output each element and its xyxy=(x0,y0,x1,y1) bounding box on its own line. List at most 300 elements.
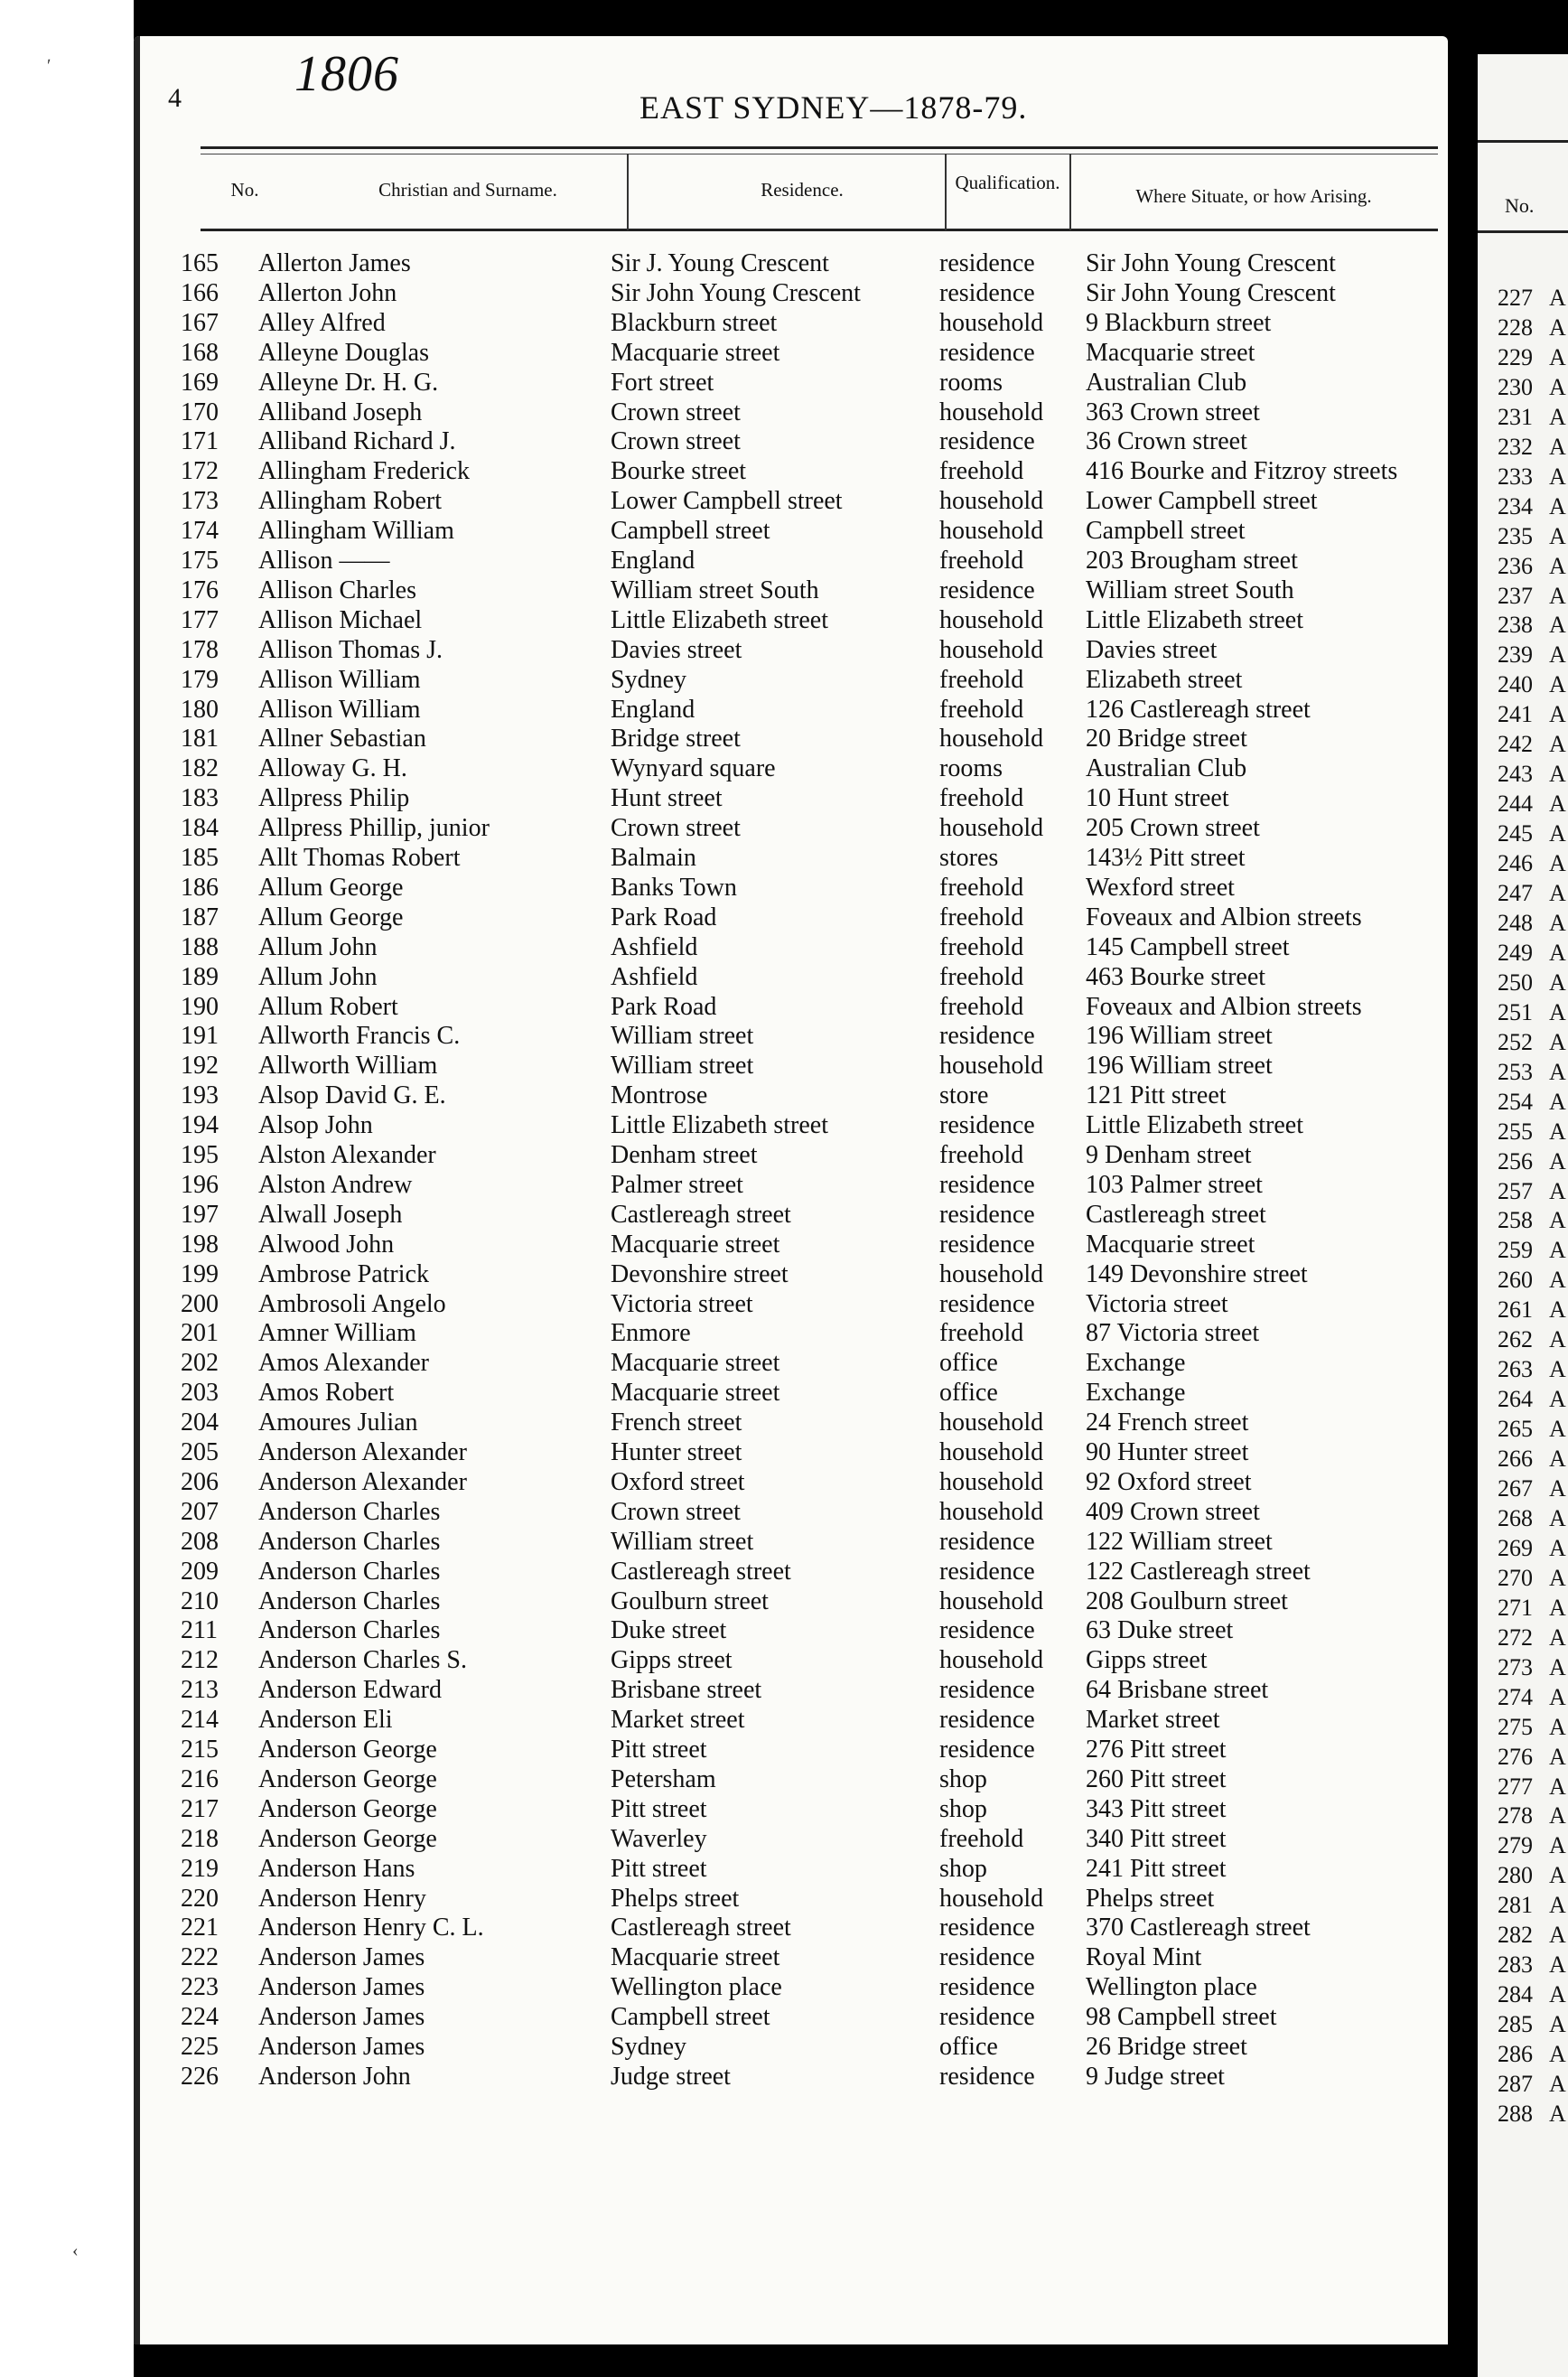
next-page-initial: A xyxy=(1549,1594,1566,1621)
entry-qualification: residence xyxy=(939,576,1035,604)
entry-number: 197 xyxy=(181,1200,219,1229)
table-row xyxy=(134,754,1448,784)
entry-where: Macquarie street xyxy=(1086,338,1255,367)
entry-qualification: residence xyxy=(939,1170,1035,1199)
header-rule xyxy=(201,146,1438,149)
next-page-initial: A xyxy=(1549,2071,1566,2097)
next-page-row xyxy=(1498,2071,1566,2098)
entry-name: Allison William xyxy=(258,665,421,694)
entry-residence: Wynyard square xyxy=(611,754,776,783)
next-page-number: 230 xyxy=(1498,373,1533,400)
next-page-number: 256 xyxy=(1498,1147,1533,1174)
next-page-row xyxy=(1498,1386,1566,1413)
entry-where: Australian Club xyxy=(1086,368,1247,397)
next-page-initial: A xyxy=(1549,761,1566,788)
next-page-row xyxy=(1498,1029,1566,1056)
entry-name: Alwood John xyxy=(258,1230,395,1259)
entry-where: Wexford street xyxy=(1086,873,1235,902)
entry-name: Allison Michael xyxy=(258,605,423,634)
entry-qualification: shop xyxy=(939,1764,987,1793)
entry-qualification: store xyxy=(939,1081,989,1110)
entry-qualification: household xyxy=(939,517,1044,546)
column-divider xyxy=(945,154,947,230)
next-page-number: 282 xyxy=(1498,1922,1533,1949)
entry-name: Allpress Phillip, junior xyxy=(258,814,490,843)
entry-residence: Macquarie street xyxy=(611,1379,780,1408)
entry-residence: Judge street xyxy=(611,2062,731,2091)
entry-name: Anderson James xyxy=(258,2003,425,2032)
table-row xyxy=(134,547,1448,576)
entry-number: 225 xyxy=(181,2033,219,2061)
entry-name: Allworth Francis C. xyxy=(258,1022,461,1051)
entry-qualification: residence xyxy=(939,2062,1035,2091)
next-page-number: 247 xyxy=(1498,880,1533,906)
entry-qualification: freehold xyxy=(939,1319,1024,1348)
entry-residence: Wellington place xyxy=(611,1973,782,2002)
next-page-number: 246 xyxy=(1498,850,1533,877)
entry-residence: Sydney xyxy=(611,665,686,694)
entry-number: 171 xyxy=(181,427,219,456)
entry-number: 224 xyxy=(181,2003,219,2032)
entry-residence: Ashfield xyxy=(611,962,698,991)
next-page-row xyxy=(1498,344,1566,371)
next-page-initial: A xyxy=(1549,1832,1566,1859)
table-row xyxy=(134,1171,1448,1201)
entry-residence: England xyxy=(611,547,695,575)
next-page-row xyxy=(1498,761,1566,788)
entry-number: 216 xyxy=(181,1764,219,1793)
next-page-number: 253 xyxy=(1498,1058,1533,1085)
entry-residence: Victoria street xyxy=(611,1289,753,1318)
header-rule xyxy=(201,229,1438,231)
next-page-initial: A xyxy=(1549,1058,1566,1085)
table-row xyxy=(134,993,1448,1023)
entry-where: Sir John Young Crescent xyxy=(1086,249,1336,277)
next-page-number: 274 xyxy=(1498,1683,1533,1710)
entry-name: Allison —— xyxy=(258,547,390,575)
next-page-initial: A xyxy=(1549,1237,1566,1264)
next-page-number: 285 xyxy=(1498,2011,1533,2038)
entry-number: 204 xyxy=(181,1408,219,1437)
next-page-initial: A xyxy=(1549,1356,1566,1383)
entry-number: 186 xyxy=(181,873,219,902)
entry-where: 196 William street xyxy=(1086,1052,1273,1081)
entry-where: 64 Brisbane street xyxy=(1086,1676,1269,1705)
entry-where: 463 Bourke street xyxy=(1086,962,1266,991)
entry-number: 214 xyxy=(181,1706,219,1735)
next-page-row xyxy=(1498,940,1566,967)
next-page-row xyxy=(1498,612,1566,639)
next-page-row xyxy=(1498,1862,1566,1889)
next-page-row xyxy=(1498,1326,1566,1353)
next-page-number: 277 xyxy=(1498,1773,1533,1800)
entry-number: 190 xyxy=(181,992,219,1021)
entry-qualification: household xyxy=(939,1884,1044,1913)
entry-where: 24 French street xyxy=(1086,1408,1249,1437)
entry-where: 10 Hunt street xyxy=(1086,784,1229,813)
next-page-number: 233 xyxy=(1498,463,1533,490)
entry-number: 219 xyxy=(181,1854,219,1883)
entry-qualification: residence xyxy=(939,1706,1035,1735)
entry-where: Australian Club xyxy=(1086,754,1247,783)
next-page-number: 239 xyxy=(1498,641,1533,669)
entry-residence: Brisbane street xyxy=(611,1676,762,1705)
table-row xyxy=(134,1825,1448,1855)
next-page-initial: A xyxy=(1549,1504,1566,1531)
entry-name: Anderson Charles xyxy=(258,1586,441,1615)
table-row xyxy=(134,814,1448,844)
next-page-row xyxy=(1498,1565,1566,1592)
entry-name: Allum John xyxy=(258,932,378,961)
next-page-row xyxy=(1498,701,1566,728)
table-row xyxy=(134,1795,1448,1825)
next-page-number: 261 xyxy=(1498,1296,1533,1324)
next-page-initial: A xyxy=(1549,641,1566,669)
entry-name: Anderson James xyxy=(258,1943,425,1972)
entry-qualification: stores xyxy=(939,844,999,872)
entry-number: 220 xyxy=(181,1884,219,1913)
next-page-initial: A xyxy=(1549,1118,1566,1145)
next-page-initial: A xyxy=(1549,1147,1566,1174)
entry-residence: Devonshire street xyxy=(611,1259,789,1288)
next-page-initial: A xyxy=(1549,552,1566,579)
entry-number: 198 xyxy=(181,1230,219,1259)
entry-number: 169 xyxy=(181,368,219,397)
next-page-initial: A xyxy=(1549,1653,1566,1680)
next-page-initial: A xyxy=(1549,433,1566,460)
entry-qualification: residence xyxy=(939,1200,1035,1229)
entry-where: Wellington place xyxy=(1086,1973,1257,2002)
entry-where: 149 Devonshire street xyxy=(1086,1259,1308,1288)
next-page-initial: A xyxy=(1549,1088,1566,1115)
entry-qualification: residence xyxy=(939,1616,1035,1645)
next-page-row xyxy=(1498,374,1566,401)
next-page-number: 229 xyxy=(1498,343,1533,370)
next-page-row xyxy=(1498,1714,1566,1741)
entry-residence: Little Elizabeth street xyxy=(611,1111,829,1140)
next-page-number: 271 xyxy=(1498,1594,1533,1621)
table-row xyxy=(134,606,1448,636)
entry-qualification: household xyxy=(939,487,1044,516)
entry-residence: Denham street xyxy=(611,1141,758,1169)
next-page-row xyxy=(1498,583,1566,610)
entry-name: Allum Robert xyxy=(258,992,398,1021)
entry-where: 143½ Pitt street xyxy=(1086,844,1246,872)
entry-name: Allingham William xyxy=(258,517,454,546)
next-page-row xyxy=(1498,791,1566,818)
entry-name: Allison Thomas J. xyxy=(258,635,443,664)
table-row xyxy=(134,636,1448,666)
table-row xyxy=(134,249,1448,279)
next-page-number: 257 xyxy=(1498,1177,1533,1204)
entry-number: 167 xyxy=(181,308,219,337)
next-page-number: 227 xyxy=(1498,285,1533,311)
entry-name: Amos Robert xyxy=(258,1379,395,1408)
next-page-number: 260 xyxy=(1498,1267,1533,1294)
entry-name: Anderson Eli xyxy=(258,1706,393,1735)
entry-where: Royal Mint xyxy=(1086,1943,1202,1972)
entry-qualification: household xyxy=(939,725,1044,753)
margin-mark: ‹ xyxy=(72,2241,79,2260)
next-page-number: 241 xyxy=(1498,701,1533,728)
next-page-initial: A xyxy=(1549,403,1566,430)
table-row xyxy=(134,1141,1448,1171)
entry-name: Anderson George xyxy=(258,1764,437,1793)
entry-residence: Waverley xyxy=(611,1824,707,1853)
entry-residence: Bourke street xyxy=(611,457,747,486)
entry-qualification: residence xyxy=(939,278,1035,307)
entry-where: 26 Bridge street xyxy=(1086,2033,1247,2061)
next-page-row xyxy=(1498,1744,1566,1771)
entry-where: 409 Crown street xyxy=(1086,1497,1260,1526)
entry-name: Alston Andrew xyxy=(258,1170,413,1199)
next-page-initial: A xyxy=(1549,2011,1566,2038)
table-row xyxy=(134,1855,1448,1885)
table-row xyxy=(134,309,1448,339)
entry-qualification: household xyxy=(939,1259,1044,1288)
table-row xyxy=(134,963,1448,993)
entry-number: 184 xyxy=(181,814,219,843)
next-page-number: 236 xyxy=(1498,552,1533,579)
next-page-number: 238 xyxy=(1498,612,1533,639)
entry-residence: Crown street xyxy=(611,1497,741,1526)
entry-where: Campbell street xyxy=(1086,517,1246,546)
table-row xyxy=(134,1349,1448,1379)
entry-residence: Sydney xyxy=(611,2033,686,2061)
entry-qualification: freehold xyxy=(939,665,1024,694)
next-page-initial: A xyxy=(1549,1951,1566,1979)
next-page-number: 240 xyxy=(1498,671,1533,698)
entry-qualification: office xyxy=(939,2033,998,2061)
entry-name: Anderson Alexander xyxy=(258,1438,467,1466)
next-page-initial: A xyxy=(1549,791,1566,818)
entry-number: 189 xyxy=(181,962,219,991)
entry-residence: Pitt street xyxy=(611,1736,707,1764)
next-page-no-label: No. xyxy=(1505,194,1535,217)
entry-where: 122 Castlereagh street xyxy=(1086,1557,1311,1586)
entry-residence: Banks Town xyxy=(611,873,737,902)
table-row xyxy=(134,487,1448,517)
table-row xyxy=(134,1052,1448,1081)
entry-residence: Macquarie street xyxy=(611,1943,780,1972)
table-row xyxy=(134,933,1448,963)
next-page-row xyxy=(1498,1595,1566,1622)
entry-name: Allum George xyxy=(258,903,404,931)
next-page-initial: A xyxy=(1549,1475,1566,1502)
next-page-initial: A xyxy=(1549,939,1566,966)
next-page-initial: A xyxy=(1549,373,1566,400)
entry-name: Anderson Charles xyxy=(258,1497,441,1526)
entry-number: 168 xyxy=(181,338,219,367)
table-row xyxy=(134,1022,1448,1052)
entry-where: 260 Pitt street xyxy=(1086,1764,1227,1793)
next-page-row xyxy=(1498,820,1566,847)
entry-residence: Hunter street xyxy=(611,1438,742,1466)
entry-number: 222 xyxy=(181,1943,219,1972)
next-page-row xyxy=(1498,731,1566,758)
entry-number: 211 xyxy=(181,1616,218,1645)
next-page-initial: A xyxy=(1549,1981,1566,2008)
entry-number: 218 xyxy=(181,1824,219,1853)
next-page-number: 243 xyxy=(1498,761,1533,788)
entry-qualification: residence xyxy=(939,1943,1035,1972)
entry-where: Foveaux and Albion streets xyxy=(1086,903,1362,931)
entry-number: 212 xyxy=(181,1646,219,1675)
entry-qualification: office xyxy=(939,1349,998,1378)
entry-where: Exchange xyxy=(1086,1349,1186,1378)
entry-number: 188 xyxy=(181,932,219,961)
entry-qualification: household xyxy=(939,1497,1044,1526)
table-row xyxy=(134,1706,1448,1736)
entry-number: 166 xyxy=(181,278,219,307)
entry-qualification: residence xyxy=(939,1973,1035,2002)
table-row xyxy=(134,1408,1448,1438)
next-page-row xyxy=(1498,1505,1566,1532)
entry-name: Anderson Henry C. L. xyxy=(258,1914,484,1942)
entry-residence: Phelps street xyxy=(611,1884,740,1913)
entry-number: 203 xyxy=(181,1379,219,1408)
next-page-row xyxy=(1498,641,1566,669)
entry-qualification: residence xyxy=(939,1230,1035,1259)
entry-residence: Macquarie street xyxy=(611,338,780,367)
entry-number: 187 xyxy=(181,903,219,931)
next-page-number: 235 xyxy=(1498,522,1533,549)
entry-residence: William street xyxy=(611,1527,754,1556)
next-page-initial: A xyxy=(1549,969,1566,996)
next-page-row xyxy=(1498,523,1566,550)
entry-where: Elizabeth street xyxy=(1086,665,1243,694)
entry-qualification: freehold xyxy=(939,903,1024,931)
header-rule xyxy=(1478,230,1568,233)
entry-name: Anderson Hans xyxy=(258,1854,415,1883)
entry-where: Castlereagh street xyxy=(1086,1200,1266,1229)
next-page-number: 228 xyxy=(1498,314,1533,341)
entry-name: Allerton John xyxy=(258,278,397,307)
next-page-number: 270 xyxy=(1498,1564,1533,1591)
entry-where: 145 Campbell street xyxy=(1086,932,1290,961)
table-row xyxy=(134,339,1448,369)
entry-number: 176 xyxy=(181,576,219,604)
table-row xyxy=(134,2003,1448,2033)
entry-residence: Macquarie street xyxy=(611,1230,780,1259)
entry-qualification: freehold xyxy=(939,962,1024,991)
table-row xyxy=(134,457,1448,487)
next-page-number: 268 xyxy=(1498,1504,1533,1531)
next-page-row xyxy=(1498,1892,1566,1919)
entry-qualification: household xyxy=(939,635,1044,664)
next-page-initial: A xyxy=(1549,1386,1566,1413)
table-row xyxy=(134,427,1448,457)
entry-name: Anderson Charles S. xyxy=(258,1646,467,1675)
entry-qualification: freehold xyxy=(939,784,1024,813)
entry-qualification: household xyxy=(939,605,1044,634)
next-page-number: 267 xyxy=(1498,1475,1533,1502)
entry-where: 63 Duke street xyxy=(1086,1616,1234,1645)
entry-number: 205 xyxy=(181,1438,219,1466)
next-page-initial: A xyxy=(1549,1177,1566,1204)
next-page-row xyxy=(1498,1296,1566,1324)
table-row xyxy=(134,279,1448,309)
column-header-qualification: Qualification. xyxy=(955,172,1060,193)
entry-where: Sir John Young Crescent xyxy=(1086,278,1336,307)
table-row xyxy=(134,1765,1448,1795)
entry-where: 122 William street xyxy=(1086,1527,1273,1556)
next-page-number: 281 xyxy=(1498,1892,1533,1919)
next-page-number: 273 xyxy=(1498,1653,1533,1680)
next-page-row xyxy=(1498,285,1566,312)
next-page-number: 242 xyxy=(1498,731,1533,758)
entry-name: Allerton James xyxy=(258,249,411,277)
entry-name: Alleyne Dr. H. G. xyxy=(258,368,439,397)
next-page-number: 272 xyxy=(1498,1624,1533,1651)
next-page-row xyxy=(1498,314,1566,342)
entry-name: Amoures Julian xyxy=(258,1408,418,1437)
entry-qualification: freehold xyxy=(939,1141,1024,1169)
entry-residence: Sir John Young Crescent xyxy=(611,278,861,307)
entry-residence: Balmain xyxy=(611,844,696,872)
next-page-number: 232 xyxy=(1498,433,1533,460)
entry-qualification: residence xyxy=(939,249,1035,277)
table-row xyxy=(134,1885,1448,1914)
entry-where: Little Elizabeth street xyxy=(1086,605,1304,634)
next-page-row xyxy=(1498,434,1566,461)
entry-qualification: residence xyxy=(939,1022,1035,1051)
entry-qualification: residence xyxy=(939,1676,1035,1705)
margin-mark: ʹ xyxy=(47,56,51,76)
table-row xyxy=(134,1319,1448,1349)
entry-where: 205 Crown street xyxy=(1086,814,1260,843)
entry-number: 191 xyxy=(181,1022,219,1051)
next-page-number: 251 xyxy=(1498,998,1533,1025)
next-page-initial: A xyxy=(1549,1564,1566,1591)
entry-name: Allum George xyxy=(258,873,404,902)
table-row xyxy=(134,1438,1448,1468)
entry-where: 343 Pitt street xyxy=(1086,1794,1227,1823)
entry-name: Allum John xyxy=(258,962,378,991)
entry-residence: Crown street xyxy=(611,814,741,843)
entry-residence: Hunt street xyxy=(611,784,723,813)
entry-residence: Goulburn street xyxy=(611,1586,769,1615)
next-page-number: 278 xyxy=(1498,1802,1533,1830)
next-page-row xyxy=(1498,880,1566,907)
next-page-initial: A xyxy=(1549,1892,1566,1919)
next-page-row xyxy=(1498,1267,1566,1294)
entry-number: 177 xyxy=(181,605,219,634)
entry-residence: Park Road xyxy=(611,992,717,1021)
next-page-row xyxy=(1498,1416,1566,1443)
entry-name: Anderson James xyxy=(258,1973,425,2002)
next-page-initial: A xyxy=(1549,1326,1566,1353)
entry-where: 370 Castlereagh street xyxy=(1086,1914,1311,1942)
table-row xyxy=(134,1676,1448,1706)
entry-where: 241 Pitt street xyxy=(1086,1854,1227,1883)
entry-number: 223 xyxy=(181,1973,219,2002)
entry-number: 215 xyxy=(181,1736,219,1764)
column-divider xyxy=(1069,154,1071,230)
entry-name: Allworth William xyxy=(258,1052,438,1081)
table-row xyxy=(134,1111,1448,1141)
entry-number: 173 xyxy=(181,487,219,516)
entry-residence: Montrose xyxy=(611,1081,708,1110)
table-row xyxy=(134,725,1448,754)
entry-where: 98 Campbell street xyxy=(1086,2003,1277,2032)
next-page-number: 263 xyxy=(1498,1356,1533,1383)
entry-name: Ambrose Patrick xyxy=(258,1259,429,1288)
entry-number: 213 xyxy=(181,1676,219,1705)
next-page-row xyxy=(1498,2041,1566,2068)
next-page-initial: A xyxy=(1549,1713,1566,1740)
next-page-row xyxy=(1498,1118,1566,1146)
